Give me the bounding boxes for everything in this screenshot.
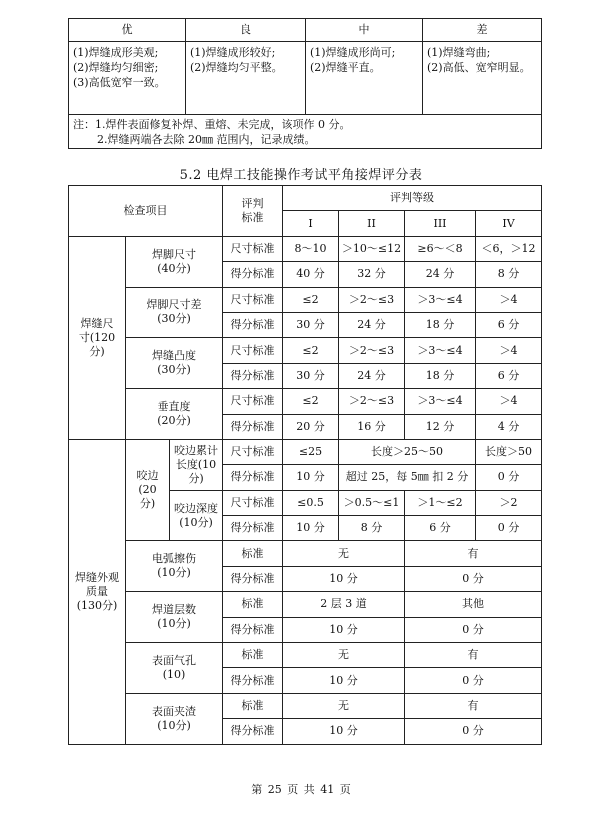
header-criterion: 评判标准 <box>223 186 283 237</box>
criterion-label: 标准 <box>223 592 283 617</box>
criterion-label: 得分标准 <box>223 363 283 388</box>
item-perpendicularity: 垂直度(20分) <box>126 389 223 440</box>
table-cell: 4 分 <box>476 414 542 439</box>
score-header-row-1 <box>69 186 542 211</box>
table-cell: ＞10～≤12 <box>339 236 405 261</box>
group-appearance: 焊缝外观质量(130分) <box>69 439 126 744</box>
table-cell: ＞3～≤4 <box>405 338 476 363</box>
table-cell: ＞4 <box>476 338 542 363</box>
table-cell: 10 分 <box>283 465 339 490</box>
table-row <box>69 389 542 414</box>
table-cell: 24 分 <box>339 363 405 388</box>
criterion-label: 标准 <box>223 541 283 566</box>
table-cell: ≤25 <box>283 439 339 464</box>
table-cell: 40 分 <box>283 262 339 287</box>
header-level-2: II <box>339 211 405 236</box>
table-cell: 18 分 <box>405 312 476 337</box>
table-cell: 超过 25，每 5㎜ 扣 2 分 <box>339 465 476 490</box>
table-cell: ≤2 <box>283 389 339 414</box>
criterion-label: 尺寸标准 <box>223 490 283 515</box>
header-check-item: 检查项目 <box>69 186 223 237</box>
table-cell: ＞2 <box>476 490 542 515</box>
table-cell: 0 分 <box>405 719 542 744</box>
table-cell: ＞3～≤4 <box>405 287 476 312</box>
table-cell: 6 分 <box>476 363 542 388</box>
table-cell: 有 <box>405 643 542 668</box>
criterion-label: 尺寸标准 <box>223 287 283 312</box>
table-cell: 10 分 <box>283 617 405 642</box>
table-cell: 2 层 3 道 <box>283 592 405 617</box>
criterion-label: 标准 <box>223 643 283 668</box>
criterion-label: 尺寸标准 <box>223 236 283 261</box>
table-cell: ＜6，＞12 <box>476 236 542 261</box>
table-row <box>69 693 542 718</box>
table-cell: 8 分 <box>476 262 542 287</box>
table-cell: 30 分 <box>283 312 339 337</box>
item-leg-size-diff: 焊脚尺寸差(30分) <box>126 287 223 338</box>
table-row <box>69 236 542 261</box>
table-cell: 有 <box>405 693 542 718</box>
table-row <box>69 338 542 363</box>
item-undercut-length: 咬边累计长度(10分) <box>170 439 223 490</box>
table-cell: 长度＞50 <box>476 439 542 464</box>
item-slag-inclusion: 表面夹渣(10分) <box>126 693 223 744</box>
table-cell: 无 <box>283 541 405 566</box>
table-cell: 10 分 <box>283 516 339 541</box>
page-footer: 第 25 页 共 41 页 <box>251 783 351 796</box>
criterion-label: 得分标准 <box>223 312 283 337</box>
grade-note <box>69 115 542 149</box>
grade-criteria-row <box>69 42 542 115</box>
table-cell: 无 <box>283 643 405 668</box>
criterion-label: 得分标准 <box>223 719 283 744</box>
table-cell: 10 分 <box>283 719 405 744</box>
grade-note-row <box>69 115 542 149</box>
criterion-label: 得分标准 <box>223 262 283 287</box>
table-cell: ＞0.5～≤1 <box>339 490 405 515</box>
header-levels: 评判等级 <box>283 186 542 211</box>
item-undercut-depth: 咬边深度(10分) <box>170 490 223 541</box>
table-cell: 8 分 <box>339 516 405 541</box>
score-table <box>68 185 542 745</box>
criterion-label: 得分标准 <box>223 566 283 591</box>
criterion-label: 标准 <box>223 693 283 718</box>
table-cell: 0 分 <box>405 566 542 591</box>
weld-grade-table <box>68 18 542 149</box>
header-level-4: IV <box>476 211 542 236</box>
item-undercut: 咬边(20分) <box>126 439 170 541</box>
table-cell: 16 分 <box>339 414 405 439</box>
table-cell: 20 分 <box>283 414 339 439</box>
item-convexity: 焊缝凸度(30分) <box>126 338 223 389</box>
table-cell: 有 <box>405 541 542 566</box>
grade-criteria-excellent: (1)焊缝成形美观; (2)焊缝均匀细密; (3)高低宽窄一致。 <box>69 42 186 115</box>
table-cell: 0 分 <box>405 617 542 642</box>
item-arc-strike: 电弧擦伤(10分) <box>126 541 223 592</box>
table-cell: ≥6～＜8 <box>405 236 476 261</box>
grade-note-line2: 2.焊缝两端各去除 20㎜ 范围内，记录成绩。 <box>97 133 316 146</box>
header-level-3: III <box>405 211 476 236</box>
criterion-label: 尺寸标准 <box>223 439 283 464</box>
table-cell: 8～10 <box>283 236 339 261</box>
criterion-label: 得分标准 <box>223 465 283 490</box>
table-cell: 12 分 <box>405 414 476 439</box>
table-cell: ＞2～≤3 <box>339 338 405 363</box>
item-leg-size: 焊脚尺寸(40分) <box>126 236 223 287</box>
table-row <box>69 541 542 566</box>
table-cell: 6 分 <box>405 516 476 541</box>
table-cell: 24 分 <box>339 312 405 337</box>
group-weld-size: 焊缝尺寸(120分) <box>69 236 126 439</box>
table-cell: ≤2 <box>283 338 339 363</box>
table-cell: 0 分 <box>476 465 542 490</box>
grade-header-poor: 差 <box>423 19 542 42</box>
table-cell: ＞2～≤3 <box>339 389 405 414</box>
section-title: 5.2 电焊工技能操作考试平角接焊评分表 <box>179 168 423 183</box>
grade-header-good: 良 <box>186 19 306 42</box>
table-cell: 30 分 <box>283 363 339 388</box>
table-cell: 10 分 <box>283 668 405 693</box>
table-cell: 0 分 <box>476 516 542 541</box>
table-cell: ≤0.5 <box>283 490 339 515</box>
table-cell: 长度＞25～50 <box>339 439 476 464</box>
table-cell: ＞4 <box>476 287 542 312</box>
item-surface-porosity: 表面气孔(10) <box>126 643 223 694</box>
table-cell: 其他 <box>405 592 542 617</box>
criterion-label: 得分标准 <box>223 516 283 541</box>
criterion-label: 尺寸标准 <box>223 338 283 363</box>
table-cell: 6 分 <box>476 312 542 337</box>
grade-criteria-good: (1)焊缝成形较好; (2)焊缝均匀平整。 <box>186 42 306 115</box>
table-row <box>69 287 542 312</box>
grade-header-fair: 中 <box>306 19 423 42</box>
table-cell: ≤2 <box>283 287 339 312</box>
grade-criteria-fair: (1)焊缝成形尚可; (2)焊缝平直。 <box>306 42 423 115</box>
item-pass-count: 焊道层数(10分) <box>126 592 223 643</box>
table-cell: 18 分 <box>405 363 476 388</box>
table-cell: 24 分 <box>405 262 476 287</box>
table-row <box>69 439 542 464</box>
table-cell: 无 <box>283 693 405 718</box>
table-cell: ＞3～≤4 <box>405 389 476 414</box>
table-row <box>69 592 542 617</box>
table-cell: 0 分 <box>405 668 542 693</box>
grade-header-row <box>69 19 542 42</box>
table-row <box>69 643 542 668</box>
table-cell: 10 分 <box>283 566 405 591</box>
criterion-label: 得分标准 <box>223 414 283 439</box>
table-cell: ＞1～≤2 <box>405 490 476 515</box>
criterion-label: 尺寸标准 <box>223 389 283 414</box>
grade-criteria-poor: (1)焊缝弯曲; (2)高低、宽窄明显。 <box>423 42 542 115</box>
table-cell: ＞2～≤3 <box>339 287 405 312</box>
grade-note-line1: 注：1.焊件表面修复补焊、重熔、未完成，该项作 0 分。 <box>73 118 351 131</box>
criterion-label: 得分标准 <box>223 617 283 642</box>
criterion-label: 得分标准 <box>223 668 283 693</box>
table-cell: ＞4 <box>476 389 542 414</box>
header-level-1: I <box>283 211 339 236</box>
table-cell: 32 分 <box>339 262 405 287</box>
grade-header-excellent: 优 <box>69 19 186 42</box>
